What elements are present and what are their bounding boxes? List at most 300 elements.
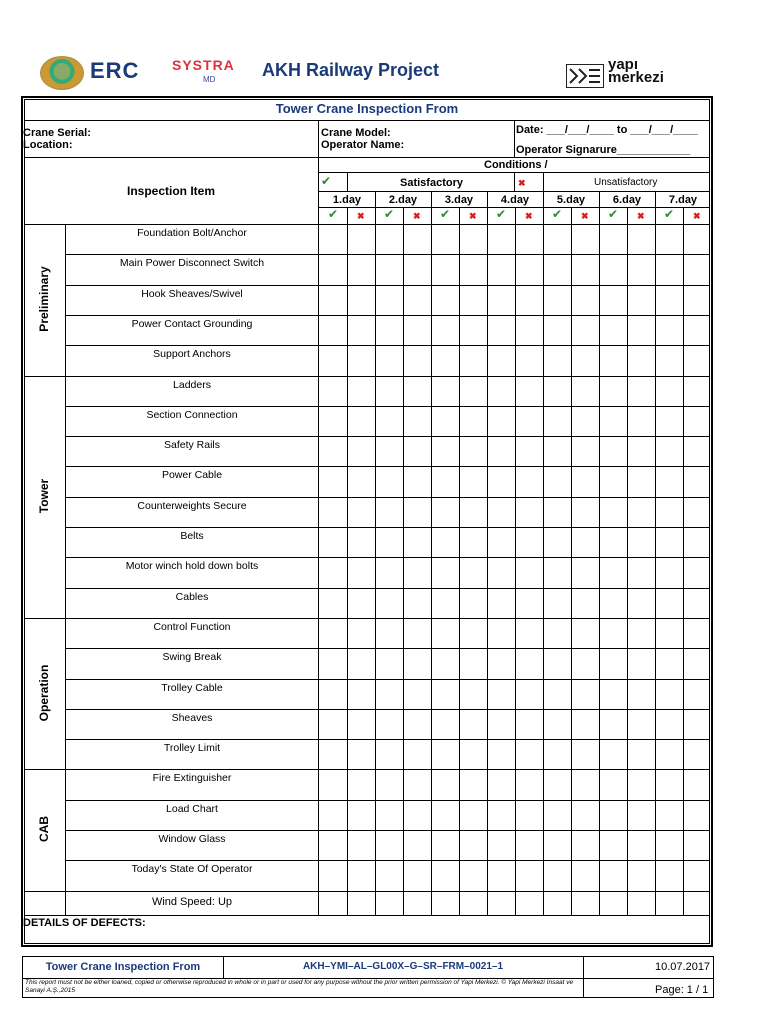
unsatisfactory-cell[interactable]: [628, 801, 654, 829]
satisfactory-cell[interactable]: [600, 437, 626, 465]
unsatisfactory-cell[interactable]: [684, 558, 710, 586]
unsatisfactory-cell[interactable]: [516, 861, 542, 889]
unsatisfactory-cell[interactable]: [572, 770, 598, 798]
unsatisfactory-cell[interactable]: [572, 467, 598, 495]
satisfactory-cell[interactable]: [544, 255, 570, 283]
satisfactory-cell[interactable]: [600, 407, 626, 435]
satisfactory-cell[interactable]: [600, 255, 626, 283]
unsatisfactory-cell[interactable]: [460, 255, 486, 283]
unsatisfactory-cell[interactable]: [404, 831, 430, 859]
unsatisfactory-cell[interactable]: [460, 861, 486, 889]
unsatisfactory-cell[interactable]: [460, 528, 486, 556]
unsatisfactory-cell[interactable]: [348, 467, 374, 495]
satisfactory-cell[interactable]: [656, 558, 682, 586]
satisfactory-cell[interactable]: [432, 255, 458, 283]
unsatisfactory-cell[interactable]: [628, 498, 654, 526]
satisfactory-cell[interactable]: [656, 498, 682, 526]
satisfactory-cell[interactable]: [544, 528, 570, 556]
satisfactory-cell[interactable]: [544, 225, 570, 253]
unsatisfactory-cell[interactable]: [404, 558, 430, 586]
satisfactory-cell[interactable]: [600, 619, 626, 647]
unsatisfactory-cell[interactable]: [348, 437, 374, 465]
satisfactory-cell[interactable]: [656, 589, 682, 617]
unsatisfactory-cell[interactable]: [404, 225, 430, 253]
unsatisfactory-cell[interactable]: [684, 528, 710, 556]
satisfactory-cell[interactable]: [432, 528, 458, 556]
unsatisfactory-cell[interactable]: [572, 407, 598, 435]
satisfactory-cell[interactable]: [488, 407, 514, 435]
unsatisfactory-cell[interactable]: [572, 437, 598, 465]
satisfactory-cell[interactable]: [376, 316, 402, 344]
unsatisfactory-cell[interactable]: [572, 619, 598, 647]
unsatisfactory-cell[interactable]: [460, 589, 486, 617]
unsatisfactory-cell[interactable]: [404, 861, 430, 889]
satisfactory-cell[interactable]: [544, 437, 570, 465]
unsatisfactory-cell[interactable]: [348, 255, 374, 283]
satisfactory-cell[interactable]: [320, 861, 346, 889]
unsatisfactory-cell[interactable]: [628, 437, 654, 465]
unsatisfactory-cell[interactable]: [460, 498, 486, 526]
unsatisfactory-cell[interactable]: [348, 710, 374, 738]
unsatisfactory-cell[interactable]: [516, 225, 542, 253]
satisfactory-cell[interactable]: [656, 346, 682, 374]
unsatisfactory-cell[interactable]: [684, 377, 710, 405]
satisfactory-cell[interactable]: [600, 346, 626, 374]
unsatisfactory-cell[interactable]: [684, 286, 710, 314]
satisfactory-cell[interactable]: [488, 437, 514, 465]
unsatisfactory-cell[interactable]: [572, 377, 598, 405]
unsatisfactory-cell[interactable]: [404, 589, 430, 617]
satisfactory-cell[interactable]: [656, 831, 682, 859]
unsatisfactory-cell[interactable]: [460, 346, 486, 374]
satisfactory-cell[interactable]: [656, 528, 682, 556]
unsatisfactory-cell[interactable]: [572, 740, 598, 768]
satisfactory-cell[interactable]: [432, 437, 458, 465]
unsatisfactory-cell[interactable]: [460, 225, 486, 253]
satisfactory-cell[interactable]: [488, 377, 514, 405]
satisfactory-cell[interactable]: [320, 286, 346, 314]
unsatisfactory-cell[interactable]: [348, 831, 374, 859]
unsatisfactory-cell[interactable]: [628, 377, 654, 405]
satisfactory-cell[interactable]: [320, 680, 346, 708]
unsatisfactory-cell[interactable]: [516, 680, 542, 708]
satisfactory-cell[interactable]: [600, 498, 626, 526]
unsatisfactory-cell[interactable]: [684, 498, 710, 526]
satisfactory-cell[interactable]: [600, 316, 626, 344]
satisfactory-cell[interactable]: [432, 346, 458, 374]
satisfactory-cell[interactable]: [320, 225, 346, 253]
satisfactory-cell[interactable]: [320, 528, 346, 556]
satisfactory-cell[interactable]: [544, 407, 570, 435]
unsatisfactory-cell[interactable]: [404, 680, 430, 708]
unsatisfactory-cell[interactable]: [628, 861, 654, 889]
satisfactory-cell[interactable]: [488, 467, 514, 495]
unsatisfactory-cell[interactable]: [628, 528, 654, 556]
unsatisfactory-cell[interactable]: [460, 740, 486, 768]
satisfactory-cell[interactable]: [656, 225, 682, 253]
satisfactory-cell[interactable]: [320, 801, 346, 829]
unsatisfactory-cell[interactable]: [628, 589, 654, 617]
satisfactory-cell[interactable]: [488, 740, 514, 768]
unsatisfactory-cell[interactable]: [684, 407, 710, 435]
satisfactory-cell[interactable]: [544, 589, 570, 617]
unsatisfactory-cell[interactable]: [404, 407, 430, 435]
satisfactory-cell[interactable]: [488, 801, 514, 829]
satisfactory-cell[interactable]: [600, 558, 626, 586]
satisfactory-cell[interactable]: [376, 286, 402, 314]
unsatisfactory-cell[interactable]: [628, 407, 654, 435]
satisfactory-cell[interactable]: [488, 286, 514, 314]
satisfactory-cell[interactable]: [544, 740, 570, 768]
satisfactory-cell[interactable]: [600, 286, 626, 314]
unsatisfactory-cell[interactable]: [516, 346, 542, 374]
satisfactory-cell[interactable]: [544, 861, 570, 889]
unsatisfactory-cell[interactable]: [516, 286, 542, 314]
satisfactory-cell[interactable]: [376, 437, 402, 465]
satisfactory-cell[interactable]: [600, 801, 626, 829]
unsatisfactory-cell[interactable]: [684, 225, 710, 253]
satisfactory-cell[interactable]: [320, 498, 346, 526]
satisfactory-cell[interactable]: [376, 649, 402, 677]
satisfactory-cell[interactable]: [600, 680, 626, 708]
satisfactory-cell[interactable]: [544, 680, 570, 708]
satisfactory-cell[interactable]: [600, 740, 626, 768]
satisfactory-cell[interactable]: [600, 467, 626, 495]
unsatisfactory-cell[interactable]: [628, 558, 654, 586]
unsatisfactory-cell[interactable]: [572, 589, 598, 617]
unsatisfactory-cell[interactable]: [348, 225, 374, 253]
unsatisfactory-cell[interactable]: [572, 861, 598, 889]
unsatisfactory-cell[interactable]: [404, 528, 430, 556]
unsatisfactory-cell[interactable]: [348, 377, 374, 405]
satisfactory-cell[interactable]: [432, 377, 458, 405]
unsatisfactory-cell[interactable]: [460, 649, 486, 677]
satisfactory-cell[interactable]: [488, 255, 514, 283]
satisfactory-cell[interactable]: [656, 619, 682, 647]
unsatisfactory-cell[interactable]: [404, 710, 430, 738]
satisfactory-cell[interactable]: [376, 740, 402, 768]
satisfactory-cell[interactable]: [432, 619, 458, 647]
unsatisfactory-cell[interactable]: [348, 770, 374, 798]
unsatisfactory-cell[interactable]: [348, 589, 374, 617]
unsatisfactory-cell[interactable]: [628, 649, 654, 677]
unsatisfactory-cell[interactable]: [572, 255, 598, 283]
satisfactory-cell[interactable]: [488, 861, 514, 889]
unsatisfactory-cell[interactable]: [572, 346, 598, 374]
satisfactory-cell[interactable]: [544, 770, 570, 798]
satisfactory-cell[interactable]: [376, 528, 402, 556]
unsatisfactory-cell[interactable]: [460, 467, 486, 495]
unsatisfactory-cell[interactable]: [348, 861, 374, 889]
satisfactory-cell[interactable]: [432, 467, 458, 495]
satisfactory-cell[interactable]: [432, 740, 458, 768]
satisfactory-cell[interactable]: [656, 377, 682, 405]
satisfactory-cell[interactable]: [544, 619, 570, 647]
satisfactory-cell[interactable]: [656, 801, 682, 829]
satisfactory-cell[interactable]: [432, 589, 458, 617]
unsatisfactory-cell[interactable]: [684, 770, 710, 798]
unsatisfactory-cell[interactable]: [404, 770, 430, 798]
satisfactory-cell[interactable]: [432, 831, 458, 859]
unsatisfactory-cell[interactable]: [628, 770, 654, 798]
satisfactory-cell[interactable]: [488, 710, 514, 738]
satisfactory-cell[interactable]: [320, 346, 346, 374]
satisfactory-cell[interactable]: [376, 255, 402, 283]
satisfactory-cell[interactable]: [320, 831, 346, 859]
unsatisfactory-cell[interactable]: [460, 407, 486, 435]
unsatisfactory-cell[interactable]: [684, 346, 710, 374]
unsatisfactory-cell[interactable]: [516, 528, 542, 556]
unsatisfactory-cell[interactable]: [516, 558, 542, 586]
unsatisfactory-cell[interactable]: [628, 346, 654, 374]
unsatisfactory-cell[interactable]: [684, 831, 710, 859]
satisfactory-cell[interactable]: [376, 467, 402, 495]
satisfactory-cell[interactable]: [320, 619, 346, 647]
satisfactory-cell[interactable]: [656, 740, 682, 768]
unsatisfactory-cell[interactable]: [460, 316, 486, 344]
satisfactory-cell[interactable]: [488, 770, 514, 798]
satisfactory-cell[interactable]: [600, 861, 626, 889]
unsatisfactory-cell[interactable]: [348, 346, 374, 374]
unsatisfactory-cell[interactable]: [516, 619, 542, 647]
unsatisfactory-cell[interactable]: [684, 649, 710, 677]
satisfactory-cell[interactable]: [376, 861, 402, 889]
unsatisfactory-cell[interactable]: [348, 316, 374, 344]
satisfactory-cell[interactable]: [432, 680, 458, 708]
unsatisfactory-cell[interactable]: [516, 407, 542, 435]
satisfactory-cell[interactable]: [432, 316, 458, 344]
satisfactory-cell[interactable]: [376, 377, 402, 405]
satisfactory-cell[interactable]: [376, 710, 402, 738]
unsatisfactory-cell[interactable]: [460, 558, 486, 586]
satisfactory-cell[interactable]: [544, 558, 570, 586]
unsatisfactory-cell[interactable]: [684, 801, 710, 829]
unsatisfactory-cell[interactable]: [516, 377, 542, 405]
unsatisfactory-cell[interactable]: [404, 437, 430, 465]
unsatisfactory-cell[interactable]: [460, 770, 486, 798]
satisfactory-cell[interactable]: [656, 710, 682, 738]
satisfactory-cell[interactable]: [488, 589, 514, 617]
unsatisfactory-cell[interactable]: [628, 680, 654, 708]
satisfactory-cell[interactable]: [600, 589, 626, 617]
satisfactory-cell[interactable]: [320, 255, 346, 283]
satisfactory-cell[interactable]: [376, 346, 402, 374]
operator-signature-field[interactable]: Operator Signarure____________: [516, 144, 691, 156]
satisfactory-cell[interactable]: [320, 407, 346, 435]
satisfactory-cell[interactable]: [488, 346, 514, 374]
unsatisfactory-cell[interactable]: [628, 831, 654, 859]
unsatisfactory-cell[interactable]: [572, 649, 598, 677]
satisfactory-cell[interactable]: [488, 528, 514, 556]
satisfactory-cell[interactable]: [488, 619, 514, 647]
unsatisfactory-cell[interactable]: [460, 710, 486, 738]
unsatisfactory-cell[interactable]: [516, 255, 542, 283]
unsatisfactory-cell[interactable]: [348, 558, 374, 586]
unsatisfactory-cell[interactable]: [572, 286, 598, 314]
satisfactory-cell[interactable]: [432, 558, 458, 586]
unsatisfactory-cell[interactable]: [348, 619, 374, 647]
unsatisfactory-cell[interactable]: [572, 831, 598, 859]
satisfactory-cell[interactable]: [656, 680, 682, 708]
satisfactory-cell[interactable]: [656, 407, 682, 435]
satisfactory-cell[interactable]: [432, 498, 458, 526]
unsatisfactory-cell[interactable]: [684, 589, 710, 617]
satisfactory-cell[interactable]: [600, 225, 626, 253]
satisfactory-cell[interactable]: [544, 377, 570, 405]
unsatisfactory-cell[interactable]: [516, 316, 542, 344]
satisfactory-cell[interactable]: [544, 498, 570, 526]
satisfactory-cell[interactable]: [600, 528, 626, 556]
unsatisfactory-cell[interactable]: [460, 286, 486, 314]
unsatisfactory-cell[interactable]: [460, 831, 486, 859]
satisfactory-cell[interactable]: [488, 831, 514, 859]
satisfactory-cell[interactable]: [656, 437, 682, 465]
unsatisfactory-cell[interactable]: [460, 437, 486, 465]
unsatisfactory-cell[interactable]: [348, 801, 374, 829]
satisfactory-cell[interactable]: [376, 831, 402, 859]
unsatisfactory-cell[interactable]: [516, 437, 542, 465]
satisfactory-cell[interactable]: [320, 740, 346, 768]
unsatisfactory-cell[interactable]: [404, 346, 430, 374]
unsatisfactory-cell[interactable]: [684, 861, 710, 889]
satisfactory-cell[interactable]: [432, 801, 458, 829]
unsatisfactory-cell[interactable]: [404, 286, 430, 314]
satisfactory-cell[interactable]: [544, 316, 570, 344]
unsatisfactory-cell[interactable]: [516, 649, 542, 677]
unsatisfactory-cell[interactable]: [684, 619, 710, 647]
satisfactory-cell[interactable]: [656, 467, 682, 495]
satisfactory-cell[interactable]: [488, 316, 514, 344]
satisfactory-cell[interactable]: [432, 286, 458, 314]
satisfactory-cell[interactable]: [600, 831, 626, 859]
unsatisfactory-cell[interactable]: [348, 528, 374, 556]
unsatisfactory-cell[interactable]: [684, 740, 710, 768]
satisfactory-cell[interactable]: [320, 377, 346, 405]
unsatisfactory-cell[interactable]: [404, 467, 430, 495]
unsatisfactory-cell[interactable]: [572, 498, 598, 526]
satisfactory-cell[interactable]: [432, 710, 458, 738]
unsatisfactory-cell[interactable]: [404, 649, 430, 677]
satisfactory-cell[interactable]: [376, 801, 402, 829]
unsatisfactory-cell[interactable]: [516, 831, 542, 859]
satisfactory-cell[interactable]: [320, 649, 346, 677]
satisfactory-cell[interactable]: [656, 316, 682, 344]
satisfactory-cell[interactable]: [544, 831, 570, 859]
satisfactory-cell[interactable]: [488, 680, 514, 708]
unsatisfactory-cell[interactable]: [404, 498, 430, 526]
satisfactory-cell[interactable]: [320, 467, 346, 495]
unsatisfactory-cell[interactable]: [516, 770, 542, 798]
satisfactory-cell[interactable]: [376, 558, 402, 586]
satisfactory-cell[interactable]: [656, 255, 682, 283]
unsatisfactory-cell[interactable]: [684, 710, 710, 738]
unsatisfactory-cell[interactable]: [516, 589, 542, 617]
satisfactory-cell[interactable]: [320, 316, 346, 344]
satisfactory-cell[interactable]: [320, 558, 346, 586]
unsatisfactory-cell[interactable]: [628, 316, 654, 344]
unsatisfactory-cell[interactable]: [572, 316, 598, 344]
unsatisfactory-cell[interactable]: [684, 437, 710, 465]
unsatisfactory-cell[interactable]: [404, 255, 430, 283]
satisfactory-cell[interactable]: [656, 861, 682, 889]
unsatisfactory-cell[interactable]: [460, 377, 486, 405]
satisfactory-cell[interactable]: [432, 861, 458, 889]
unsatisfactory-cell[interactable]: [348, 286, 374, 314]
satisfactory-cell[interactable]: [432, 407, 458, 435]
unsatisfactory-cell[interactable]: [460, 801, 486, 829]
satisfactory-cell[interactable]: [544, 801, 570, 829]
satisfactory-cell[interactable]: [320, 770, 346, 798]
satisfactory-cell[interactable]: [376, 680, 402, 708]
satisfactory-cell[interactable]: [544, 286, 570, 314]
unsatisfactory-cell[interactable]: [684, 467, 710, 495]
unsatisfactory-cell[interactable]: [404, 316, 430, 344]
unsatisfactory-cell[interactable]: [572, 710, 598, 738]
satisfactory-cell[interactable]: [376, 589, 402, 617]
satisfactory-cell[interactable]: [432, 649, 458, 677]
unsatisfactory-cell[interactable]: [684, 316, 710, 344]
satisfactory-cell[interactable]: [544, 710, 570, 738]
satisfactory-cell[interactable]: [656, 286, 682, 314]
unsatisfactory-cell[interactable]: [460, 680, 486, 708]
unsatisfactory-cell[interactable]: [516, 467, 542, 495]
unsatisfactory-cell[interactable]: [404, 619, 430, 647]
unsatisfactory-cell[interactable]: [404, 377, 430, 405]
unsatisfactory-cell[interactable]: [628, 286, 654, 314]
satisfactory-cell[interactable]: [376, 770, 402, 798]
unsatisfactory-cell[interactable]: [460, 619, 486, 647]
satisfactory-cell[interactable]: [544, 346, 570, 374]
satisfactory-cell[interactable]: [600, 377, 626, 405]
satisfactory-cell[interactable]: [544, 467, 570, 495]
unsatisfactory-cell[interactable]: [516, 710, 542, 738]
unsatisfactory-cell[interactable]: [628, 255, 654, 283]
unsatisfactory-cell[interactable]: [404, 801, 430, 829]
satisfactory-cell[interactable]: [600, 649, 626, 677]
satisfactory-cell[interactable]: [320, 437, 346, 465]
satisfactory-cell[interactable]: [376, 225, 402, 253]
satisfactory-cell[interactable]: [432, 225, 458, 253]
satisfactory-cell[interactable]: [544, 649, 570, 677]
unsatisfactory-cell[interactable]: [516, 801, 542, 829]
satisfactory-cell[interactable]: [432, 770, 458, 798]
satisfactory-cell[interactable]: [320, 710, 346, 738]
unsatisfactory-cell[interactable]: [516, 498, 542, 526]
satisfactory-cell[interactable]: [320, 589, 346, 617]
unsatisfactory-cell[interactable]: [684, 680, 710, 708]
unsatisfactory-cell[interactable]: [572, 680, 598, 708]
unsatisfactory-cell[interactable]: [628, 619, 654, 647]
unsatisfactory-cell[interactable]: [404, 740, 430, 768]
unsatisfactory-cell[interactable]: [348, 649, 374, 677]
unsatisfactory-cell[interactable]: [348, 740, 374, 768]
unsatisfactory-cell[interactable]: [348, 407, 374, 435]
satisfactory-cell[interactable]: [656, 649, 682, 677]
unsatisfactory-cell[interactable]: [348, 498, 374, 526]
satisfactory-cell[interactable]: [488, 558, 514, 586]
satisfactory-cell[interactable]: [376, 498, 402, 526]
unsatisfactory-cell[interactable]: [572, 528, 598, 556]
unsatisfactory-cell[interactable]: [628, 740, 654, 768]
date-field[interactable]: Date: ___/___/____ to ___/___/____: [516, 124, 698, 136]
unsatisfactory-cell[interactable]: [628, 467, 654, 495]
satisfactory-cell[interactable]: [376, 619, 402, 647]
unsatisfactory-cell[interactable]: [572, 225, 598, 253]
unsatisfactory-cell[interactable]: [628, 225, 654, 253]
satisfactory-cell[interactable]: [376, 407, 402, 435]
satisfactory-cell[interactable]: [656, 770, 682, 798]
satisfactory-cell[interactable]: [488, 649, 514, 677]
